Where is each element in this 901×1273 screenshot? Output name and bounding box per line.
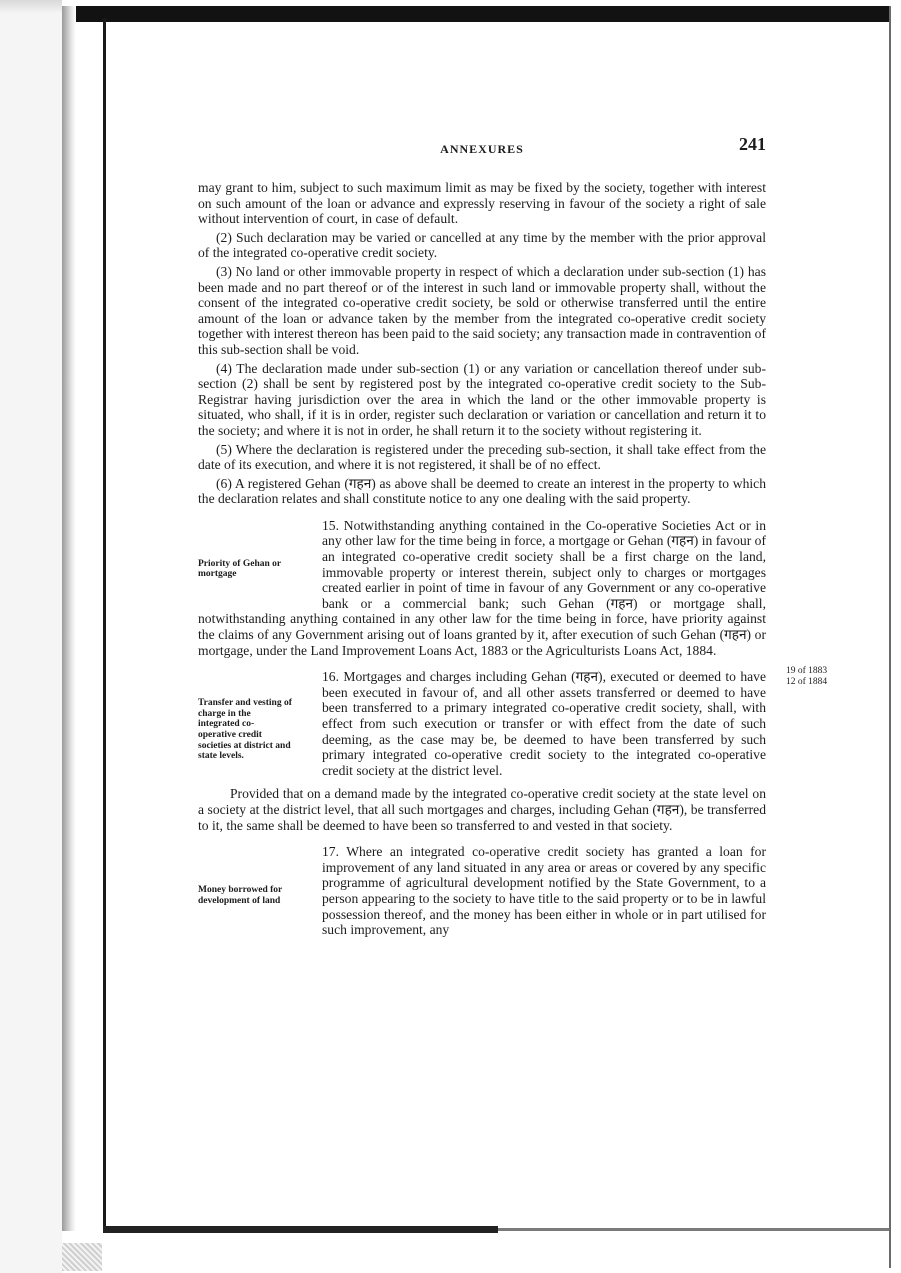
scan-gutter — [0, 12, 62, 1273]
page-header — [198, 130, 766, 160]
subsection-2: (2) Such declaration may be varied or cancelled at any time by the member with the prior approval of the integrated co-operative credit society. — [198, 229, 766, 261]
running-title: ANNEXURES — [440, 142, 524, 156]
page-number: 241 — [739, 134, 766, 154]
section-16-text: 16. Mortgages and charges including Gehan (गहन), executed or deemed to have been executed in favour of, and all other assets transferred or deemed to have been transferred to a primary integrated co-operative credit society, shall, with effect from such execution or transfer or with effect from the date of such deeming, as the case may be, be deemed to have been transferred by such primary integrated co-operative credit society to the integrated co-operative credit society at the district level. — [322, 669, 766, 778]
marginal-note-section-15: Priority of Gehan or mortgage — [198, 558, 281, 580]
side-reference-line-2: 12 of 1884 — [786, 676, 828, 687]
section-17-block — [198, 844, 766, 938]
subsection-3: (3) No land or other immovable property in respect of which a declaration under sub-section (1) has been made and no part thereof or of the interest in such land or immovable property shall, without the consent of the integrated co-operative credit society, be sold or otherwise transferred until the entire amount of the loan or advance taken by the member from the integrated co-operative credit society together with interest thereon has been paid to the said society; any transaction made in contravention of this sub-section shall be void. — [198, 263, 766, 357]
subsection-5: (5) Where the declaration is registered under the preceding sub-section, it shall take effect from the date of its execution, and where it is not registered, it shall be of no effect. — [198, 441, 766, 473]
scan-corner-mark — [62, 1243, 102, 1271]
side-reference — [786, 666, 846, 688]
scan-edge-left-shadow — [62, 6, 76, 1231]
scan-edge-top — [62, 6, 891, 22]
subsection-6: (6) A registered Gehan (गहन) as above shall be deemed to create an interest in the property to which the declaration relates and shall constitute notice to any one dealing with the said property. — [198, 475, 766, 507]
scan-edge-right — [889, 6, 891, 1268]
section-15-text: 15. Notwithstanding anything contained in the Co-operative Societies Act or in any other law for the time being in force, a mortgage or Gehan (गहन) in favour of an integrated co-operative credit society shall be a first charge on the land, immovable property or interest therein, subject only to charges or mortgages created earlier in point of time in favour of any Government or any co-operative bank or a commercial bank; such Gehan (गहन) or mortgage shall, notwithstanding anything contained in any other law for the time being in force, have priority against the claims of any Government arising out of loans granted by it, after execution of such Gehan (गहन) or mortgage, under the Land Improvement Loans Act, 1883 or the Agriculturists Loans Act, 1884. — [198, 517, 766, 658]
side-reference-line-1: 19 of 1883 — [786, 665, 828, 676]
section-16-proviso: Provided that on a demand made by the integrated co-operative credit society at the state level on a society at the district level, that all such mortgages and charges, including Gehan (गहन), be transferred to it, the same shall be deemed to have been so transferred to and vested in that society. — [198, 786, 766, 833]
section-17-text: 17. Where an integrated co-operative credit society has granted a loan for improvement of any land situated in any area or areas or covered by any specific programme of agricultural development notified by the State Government, to a person appearing to the society to have title to the said property or to be in lawful possession thereof, and the money has been either in whole or in part utilised for such improvement, any — [322, 844, 766, 938]
section-16-block — [198, 669, 766, 833]
marginal-note-section-16: Transfer and vesting of charge in the integrated co-operative credit societies at district and state levels. — [198, 698, 292, 762]
paragraph-continued: may grant to him, subject to such maximum limit as may be fixed by the society, together with interest on such amount of the loan or advance and expressly reserving in favour of the society a right of sale without intervention of court, in case of default. — [198, 180, 766, 227]
marginal-note-section-17: Money borrowed for development of land — [198, 885, 283, 906]
section-15-block — [198, 517, 828, 687]
scan-edge-left-line — [103, 18, 106, 1228]
subsection-4: (4) The declaration made under sub-section (1) or any variation or cancellation thereof under sub-section (2) shall be sent by registered post by the integrated co-operative credit society to the Sub-Registrar having jurisdiction over the area in which the land or the other immovable property is situated, who shall, if it is in order, register such declaration or variation or cancellation and return it to the society; and where it is not in order, he shall return it to the society without registering it. — [198, 360, 766, 438]
section-15 — [198, 518, 766, 658]
scan-edge-bottom-thin — [498, 1228, 890, 1231]
scan-edge-top-left — [0, 0, 62, 12]
page-body — [198, 180, 828, 938]
scan-edge-bottom — [103, 1226, 498, 1233]
